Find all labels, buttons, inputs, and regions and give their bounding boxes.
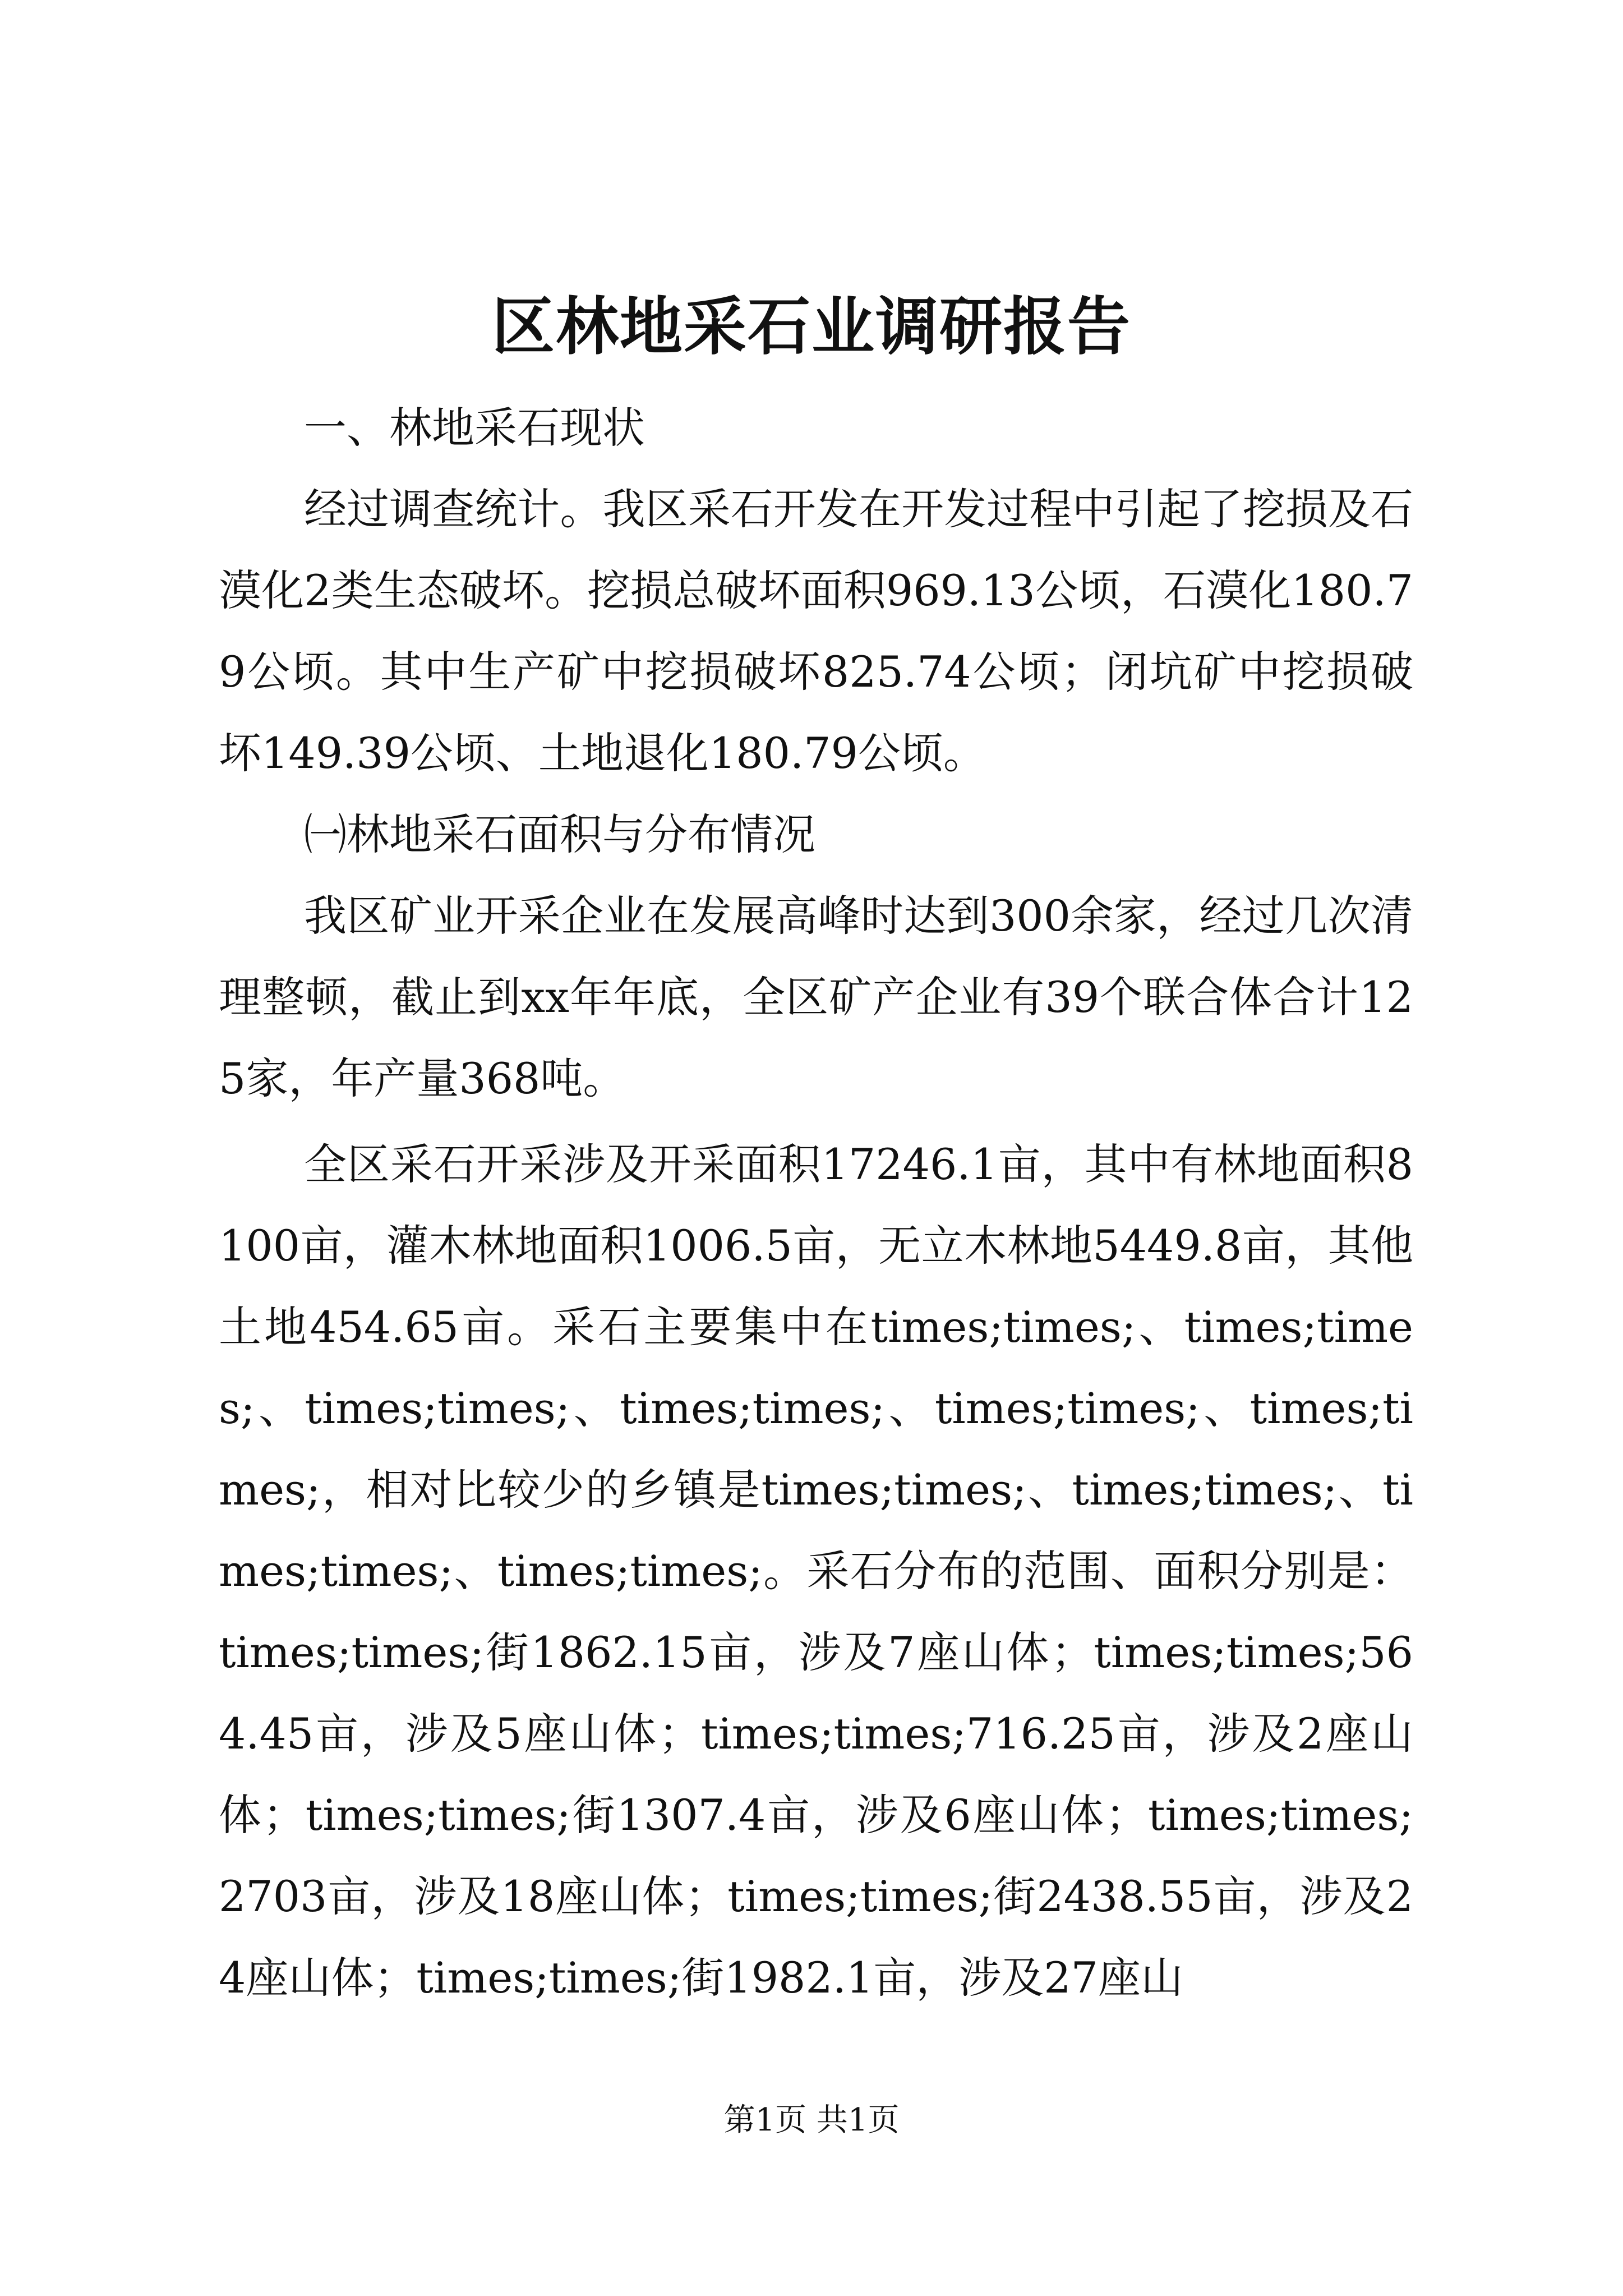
subsection-heading: ㈠林地采石面积与分布情况 — [304, 809, 815, 859]
body-paragraph: 我区矿业开采企业在发展高峰时达到300余家，经过几次清理整顿，截止到xx年年底，全区矿产企业有39个联合体合计125家，年产量368吨。 — [219, 891, 1413, 1103]
body-paragraph: 全区采石开采涉及开采面积17246.1亩，其中有林地面积8100亩，灌木林地面积1006.5亩，无立木林地5449.8亩，其他土地454.65亩。采石主要集中在times;times;、times;times;、times;times;、times;times;、times;times;、times;times;，相对比较少的乡镇是times;times;、times;times;、times;times;、times;times;。采石分布的范围、面积分别是：times;times;街1862.15亩，涉及7座山体；times;times;564.45亩，涉及5座山体；times;times;716.25亩，涉及2座山体；times;times;街1307.4亩，涉及6座山体；times;times;2703亩，涉及18座山体；times;times;街2438.55亩，涉及24座山体；times;times;街1982.1亩，涉及27座山 — [219, 1139, 1413, 2003]
document-body — [219, 387, 1413, 2018]
section-heading: 一、林地采石现状 — [304, 403, 645, 453]
body-paragraph: 经过调查统计。我区采石开发在开发过程中引起了挖损及石漠化2类生态破坏。挖损总破坏面积969.13公顷，石漠化180.79公顷。其中生产矿中挖损破坏825.74公顷；闭坑矿中挖损破坏149.39公顷、土地退化180.79公顷。 — [219, 484, 1413, 778]
page-footer: 第1页 共1页 — [723, 2102, 900, 2138]
document-title: 区林地采石业调研报告 — [492, 290, 1131, 364]
